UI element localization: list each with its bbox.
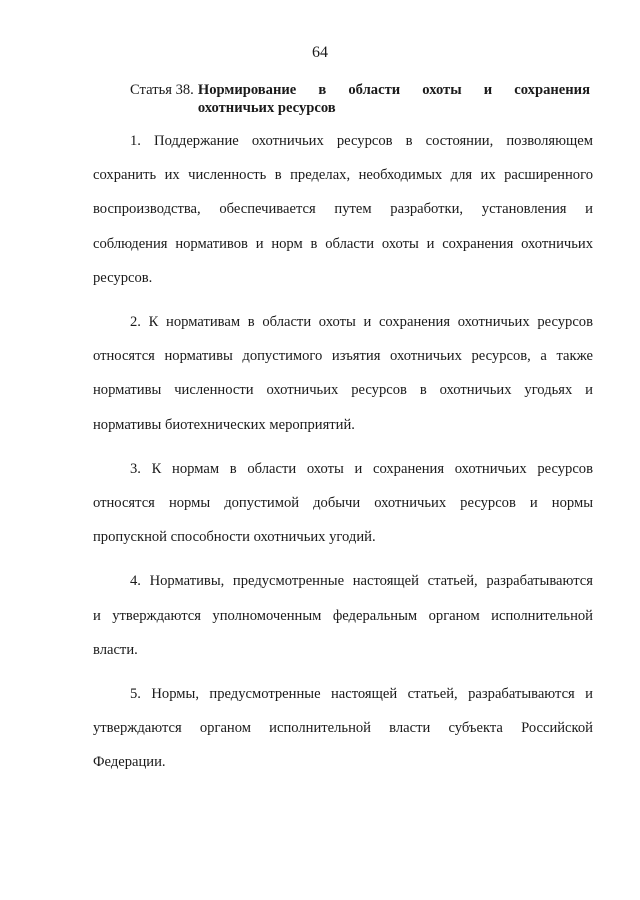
- paragraph-line: воспроизводства, обеспечивается путем разработки, установления и: [93, 201, 593, 218]
- paragraph-line: 1. Поддержание охотничьих ресурсов в состоянии, позволяющем: [130, 133, 593, 149]
- article-label: Статья 38.: [130, 82, 194, 98]
- paragraph-line: относятся нормативы допустимого изъятия охотничьих ресурсов, а также: [93, 348, 593, 365]
- paragraph-line: ресурсов.: [93, 269, 153, 286]
- paragraph-line: Федерации.: [93, 754, 166, 771]
- paragraph-line: власти.: [93, 641, 138, 658]
- paragraph-line: 4. Нормативы, предусмотренные настоящей статьей, разрабатываются: [130, 573, 593, 590]
- paragraph-3: [93, 452, 593, 555]
- paragraph-line: и утверждаются уполномоченным федеральным органом исполнительной: [93, 607, 593, 624]
- paragraph-line: 2. К нормативам в области охоты и сохранения охотничьих ресурсов: [130, 314, 593, 331]
- paragraph-line: относятся нормы допустимой добычи охотничьих ресурсов и нормы: [93, 495, 593, 512]
- paragraph-line: сохранить их численность в пределах, необходимых для их расширенного: [93, 167, 593, 184]
- paragraph-2: [93, 305, 593, 442]
- paragraph-line: пропускной способности охотничьих угодий.: [93, 529, 376, 546]
- article-header: [130, 81, 590, 117]
- paragraph-line: нормативы биотехнических мероприятий.: [93, 416, 355, 433]
- paragraph-line: 3. К нормам в области охоты и сохранения охотничьих ресурсов: [130, 460, 593, 477]
- article-title-word: области: [348, 82, 401, 98]
- article-title-word: и: [483, 82, 493, 98]
- page-number: 64: [312, 44, 328, 61]
- article-title-word: охоты: [422, 82, 462, 98]
- paragraph-line: утверждаются органом исполнительной власти субъекта Российской: [93, 720, 593, 737]
- paragraph-4: [93, 564, 593, 667]
- article-title-word: в: [318, 82, 327, 98]
- paragraph-line: соблюдения нормативов и норм в области охоты и сохранения охотничьих: [93, 235, 593, 252]
- article-title-line-2: охотничьих ресурсов: [197, 100, 336, 116]
- article-title: [198, 81, 590, 117]
- article-title-line-1: [198, 81, 590, 99]
- article-title-word: Нормирование: [197, 82, 297, 98]
- paragraph-5: [93, 677, 593, 780]
- article-body: [93, 124, 593, 790]
- paragraph-line: нормативы численности охотничьих ресурсов в охотничьих угодьях и: [93, 382, 593, 399]
- article-title-word: сохранения: [514, 82, 590, 98]
- paragraph-1: [93, 124, 593, 295]
- paragraph-line: 5. Нормы, предусмотренные настоящей статьей, разрабатываются и: [130, 686, 593, 703]
